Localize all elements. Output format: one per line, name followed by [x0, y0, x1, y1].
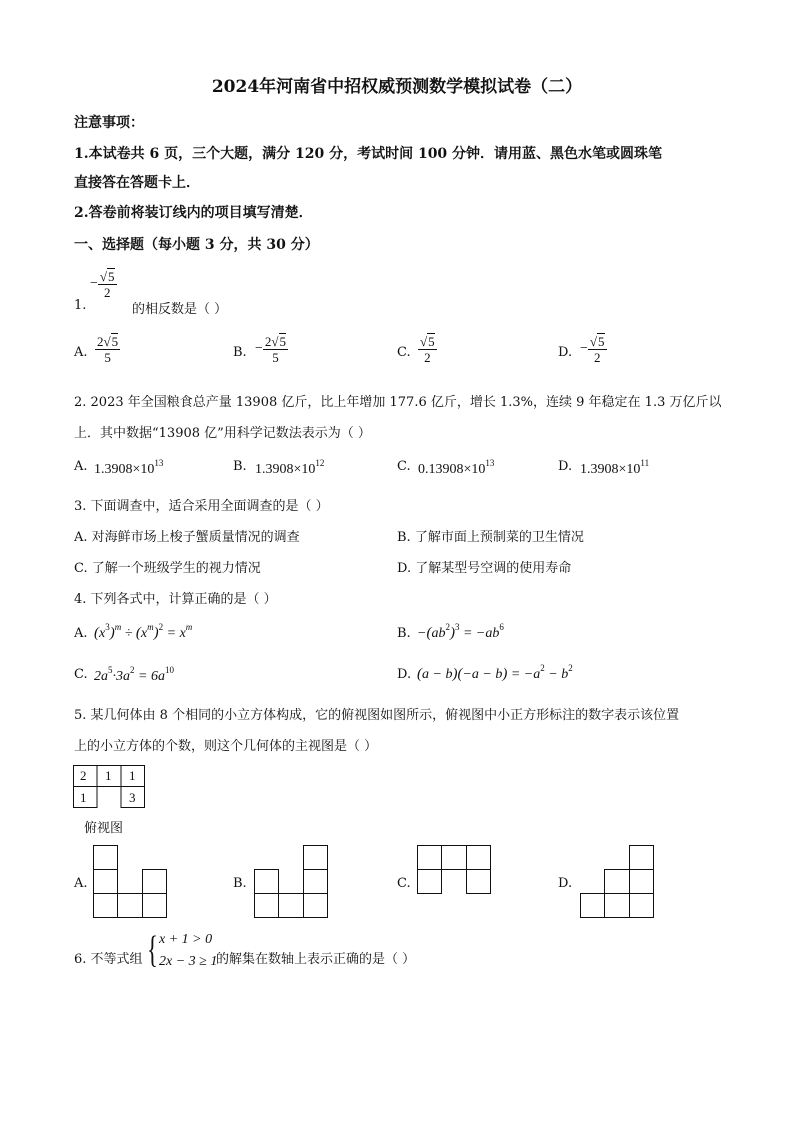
q5-option-a-label: A. [74, 876, 88, 891]
q4-option-c-label: C. [74, 667, 88, 682]
q2-option-a-label: A. [74, 459, 88, 474]
q6-number: 6. 不等式组 [74, 952, 143, 967]
q1-number: 1. [74, 298, 87, 313]
grid-cell-r1c1: 2 [80, 768, 87, 783]
q5-option-d-label: D. [558, 876, 573, 891]
q5-top-view-grid [73, 765, 145, 809]
q2-option-a: $1.3908\times 10^{13}$ [94, 458, 164, 477]
q6-stem: 的解集在数轴上表示正确的是（ ） [216, 952, 416, 967]
q4-option-b: $-(ab^2)^3 = -ab^6$ [417, 622, 504, 641]
q5-option-c-label: C. [397, 876, 411, 891]
q2-line-2: 上．其中数据“13908 亿”用科学记数法表示为（ ） [74, 426, 371, 441]
q3-option-c: C. 了解一个班级学生的视力情况 [74, 561, 261, 576]
grid-cell-r1c3: 1 [129, 768, 136, 783]
q5-option-d-figure [580, 845, 656, 918]
q4-option-d-label: D. [397, 667, 412, 682]
q1-expression: − $\frac{√5}{2}$ [90, 269, 115, 300]
grid-cell-r1c2: 1 [105, 768, 112, 783]
page-title: 2024年河南省中招权威预测数学模拟试卷（二） [211, 77, 583, 97]
notes-line-2: 2.答卷前将装订线内的项目填写清楚． [74, 205, 313, 221]
q3-option-b: B. 了解市面上预制菜的卫生情况 [397, 530, 584, 545]
q4-option-b-label: B. [397, 626, 411, 641]
q6-inequality-2: 2x − 3 ≥ 1 [159, 954, 218, 969]
q1-option-b-label: B. [233, 345, 247, 360]
q1-option-b: − $\frac{2√5}{5}$ [255, 334, 287, 365]
q5-option-c-figure [417, 845, 493, 895]
notes-line-1b: 直接答在答题卡上． [74, 175, 200, 191]
q2-option-d-label: D. [558, 459, 573, 474]
q4-stem: 4. 下列各式中，计算正确的是（ ） [74, 592, 277, 607]
q1-option-d-label: D. [558, 345, 573, 360]
q4-option-d: $(a - b)(-a - b) = -a^2 - b^2$ [417, 663, 573, 682]
q5-option-b-label: B. [233, 876, 247, 891]
notes-heading: 注意事项： [74, 115, 144, 131]
q4-option-c: $2a^5\cdot 3a^2 = 6a^{10}$ [94, 665, 174, 684]
q2-line-1: 2. 2023 年全国粮食总产量 13908 亿斤，比上年增加 177.6 亿斤，增长 1.3%，连续 9 年稳定在 1.3 万亿斤以 [74, 395, 722, 410]
q2-option-c-label: C. [397, 459, 411, 474]
q1-stem: 的相反数是（ ） [132, 302, 228, 317]
q4-option-a: $(x^3)^m \div (x^m)^2 = x^m$ [94, 622, 193, 641]
q6-inequality-1: x + 1 > 0 [159, 932, 213, 947]
q5-line-2: 上的小立方体的个数，则这个几何体的主视图是（ ） [74, 739, 378, 754]
q2-option-b: $1.3908\times 10^{12}$ [255, 458, 325, 477]
q2-option-b-label: B. [233, 459, 247, 474]
q6-brace: { [147, 929, 158, 971]
q1-option-a: $\frac{2√5}{5}$ [97, 334, 119, 365]
q1-option-c-label: C. [397, 345, 411, 360]
q5-caption: 俯视图 [84, 821, 124, 836]
q1-option-d: − $\frac{√5}{2}$ [580, 334, 605, 365]
q1-option-a-label: A. [74, 345, 88, 360]
grid-cell-r2c1: 1 [80, 790, 87, 805]
q5-option-a-figure [93, 845, 169, 918]
q3-stem: 3. 下面调查中，适合采用全面调查的是（ ） [74, 499, 329, 514]
q2-option-c: $0.13908\times 10^{13}$ [418, 458, 495, 477]
q1-option-c: $\frac{√5}{2}$ [420, 334, 435, 365]
notes-line-1: 1.本试卷共 6 页，三个大题，满分 120 分，考试时间 100 分钟．请用蓝、黑色水笔或圆珠笔 [74, 146, 663, 162]
q5-line-1: 5. 某几何体由 8 个相同的小立方体构成，它的俯视图如图所示，俯视图中小正方形标注的数字表示该位置 [74, 708, 680, 723]
section-heading: 一、选择题（每小题 3 分，共 30 分） [74, 237, 319, 253]
q3-option-a: A. 对海鲜市场上梭子蟹质量情况的调查 [74, 530, 300, 545]
q4-option-a-label: A. [74, 626, 88, 641]
q5-option-b-figure [254, 845, 330, 918]
q3-option-d: D. 了解某型号空调的使用寿命 [397, 561, 572, 576]
q2-option-d: $1.3908\times 10^{11}$ [580, 458, 650, 477]
grid-cell-r2c3: 3 [129, 790, 136, 805]
